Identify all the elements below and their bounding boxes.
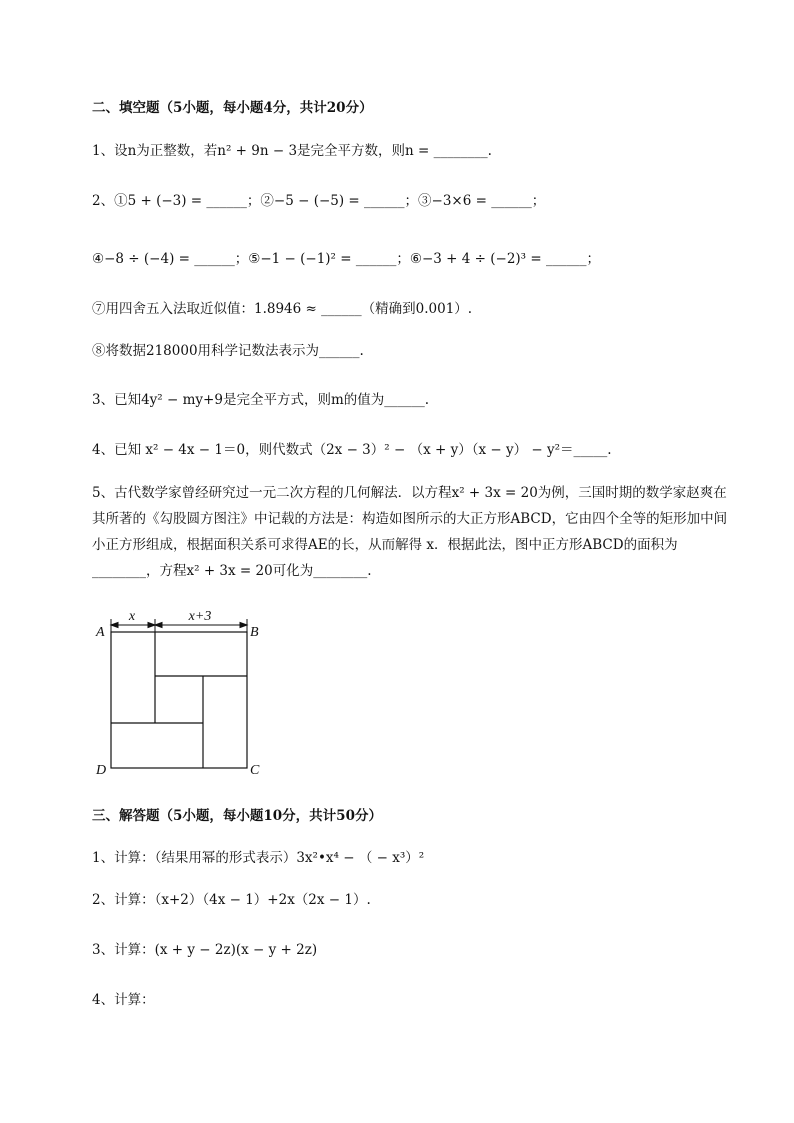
question-4: 4、已知 x² − 4x − 1＝0，则代数式（2x − 3）² − （x + y）（x − y） − y²＝_____. [92, 442, 612, 458]
problem-2: 2、计算：（x+2）（4x − 1）+2x（2x − 1）. [92, 892, 371, 908]
arrow-left-icon [155, 623, 162, 628]
vertex-d-label: D [96, 763, 107, 778]
question-2-part-d: ⑧将数据218000用科学记数法表示为______. [92, 343, 364, 359]
question-2-part-c: ⑦用四舍五入法取近似值：1.8946 ≈ ______（精确到0.001）. [92, 301, 473, 317]
outer-square-abcd [111, 632, 247, 768]
label-x: x [128, 609, 136, 624]
question-3: 3、已知4y² − my+9是完全平方式，则m的值为______. [92, 392, 430, 408]
question-2-part-a: 2、①5 + (−3) = ______；②−5 − (−5) = ______；③−3×6 = ______； [92, 193, 546, 209]
question-1: 1、设n为正整数，若n² + 9n − 3是完全平方数，则n = ________. [92, 143, 492, 159]
label-x-plus-3: x+3 [188, 609, 212, 624]
section-3-heading: 三、解答题（5小题，每小题10分，共计50分） [92, 808, 382, 824]
problem-3: 3、计算：(x + y − 2z)(x − y + 2z) [92, 942, 318, 958]
arrow-right-icon [240, 623, 247, 628]
question-5: 5、古代数学家曾经研究过一元二次方程的几何解法．以方程x² + 3x = 20为例，三国时期的数学家赵爽在其所著的《勾股圆方图注》中记载的方法是：构造如图所示的大正方形ABCD，它由四个全等的矩形加中间小正方形组成，根据面积关系可求得AE的长，从而解得 x．根据此法，图中正方形ABCD的面积为________，方程x² + 3x = 20可化为________. [92, 485, 728, 579]
vertex-c-label: C [250, 763, 260, 778]
section-2-heading: 二、填空题（5小题，每小题4分，共计20分） [92, 100, 373, 116]
problem-4: 4、计算： [92, 992, 155, 1008]
vertex-a-label: A [96, 625, 105, 640]
arrow-left-icon [111, 623, 118, 628]
question-2-part-b: ④−8 ÷ (−4) = ______；⑤−1 − (−1)² = ______；⑥−3 + 4 ÷ (−2)³ = ______； [92, 251, 600, 267]
problem-1: 1、计算：（结果用幂的形式表示）3x²•x⁴ − （ − x³）² [92, 850, 425, 866]
vertex-b-label: B [250, 625, 259, 640]
square-diagram [90, 606, 280, 786]
